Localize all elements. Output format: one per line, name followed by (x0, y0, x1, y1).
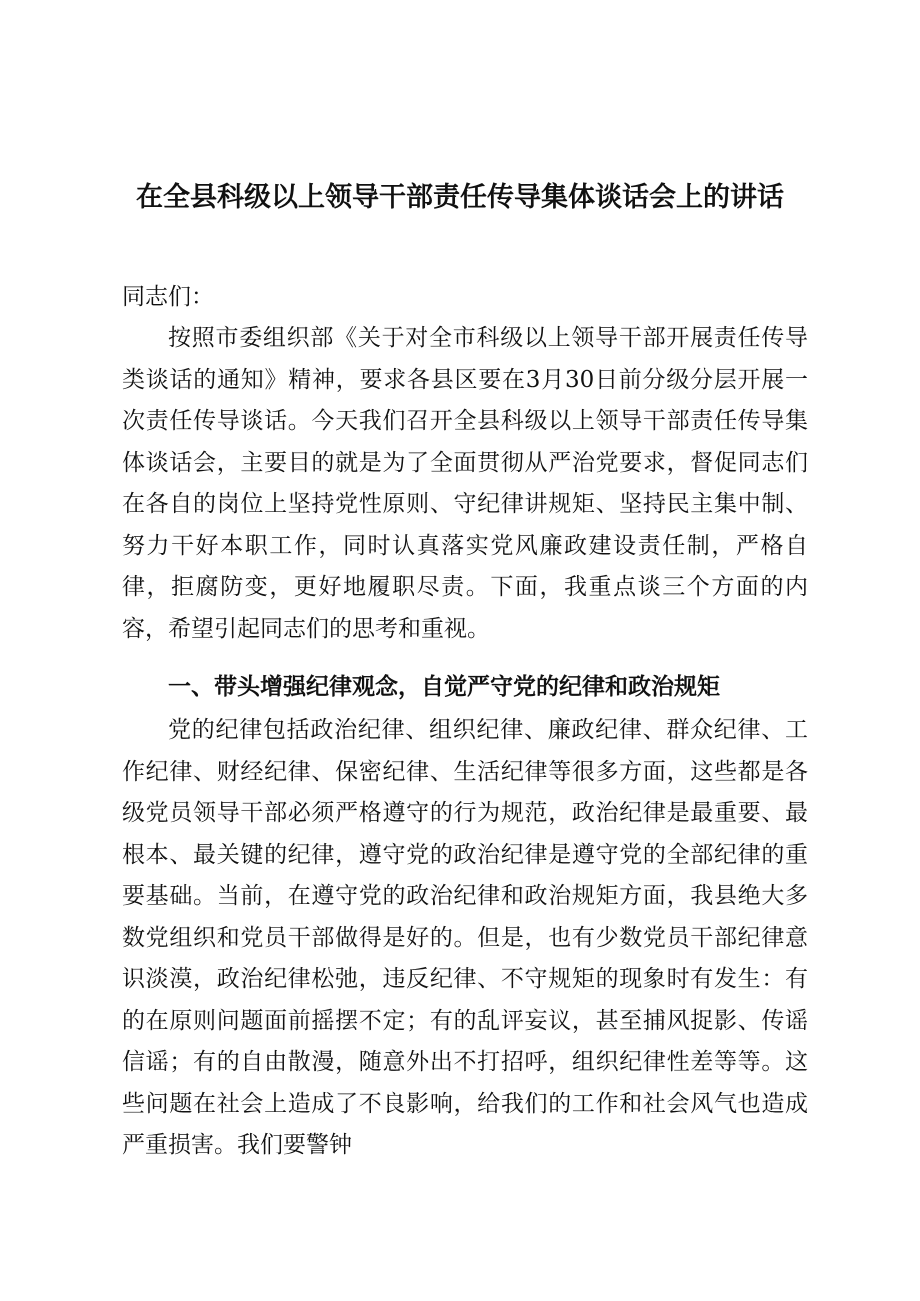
paragraph-intro: 按照市委组织部《关于对全市科级以上领导干部开展责任传导类谈话的通知》精神，要求各县区要在3月30日前分级分层开展一次责任传导谈话。今天我们召开全县科级以上领导干部责任传导集体谈话会，主要目的就是为了全面贯彻从严治党要求，督促同志们在各自的岗位上坚持党性原则、守纪律讲规矩、坚持民主集中制、努力干好本职工作，同时认真落实党风廉政建设责任制，严格自律，拒腐防变，更好地履职尽责。下面，我重点谈三个方面的内容，希望引起同志们的思考和重视。 (122, 325, 808, 642)
paragraph-section-1: 党的纪律包括政治纪律、组织纪律、廉政纪律、群众纪律、工作纪律、财经纪律、保密纪律、生活纪律等很多方面，这些都是各级党员领导干部必须严格遵守的行为规范，政治纪律是最重要、最根本、最关键的纪律，遵守党的政治纪律是遵守党的全部纪律的重要基础。当前，在遵守党的政治纪律和政治规矩方面，我县绝大多数党组织和党员干部做得是好的。但是，也有少数党员干部纪律意识淡漠，政治纪律松弛，违反纪律、不守规矩的现象时有发生：有的在原则问题面前摇摆不定；有的乱评妄议，甚至捕风捉影、传谣信谣；有的自由散漫，随意外出不打招呼，组织纪律性差等等。这些问题在社会上造成了不良影响，给我们的工作和社会风气也造成严重损害。我们要警钟 (122, 717, 808, 1158)
salutation: 同志们： (122, 284, 214, 310)
section-heading-1: 一、带头增强纪律观念，自觉严守党的纪律和政治规矩 (168, 674, 720, 700)
document-title: 在全县科级以上领导干部责任传导集体谈话会上的讲话 (136, 182, 784, 213)
